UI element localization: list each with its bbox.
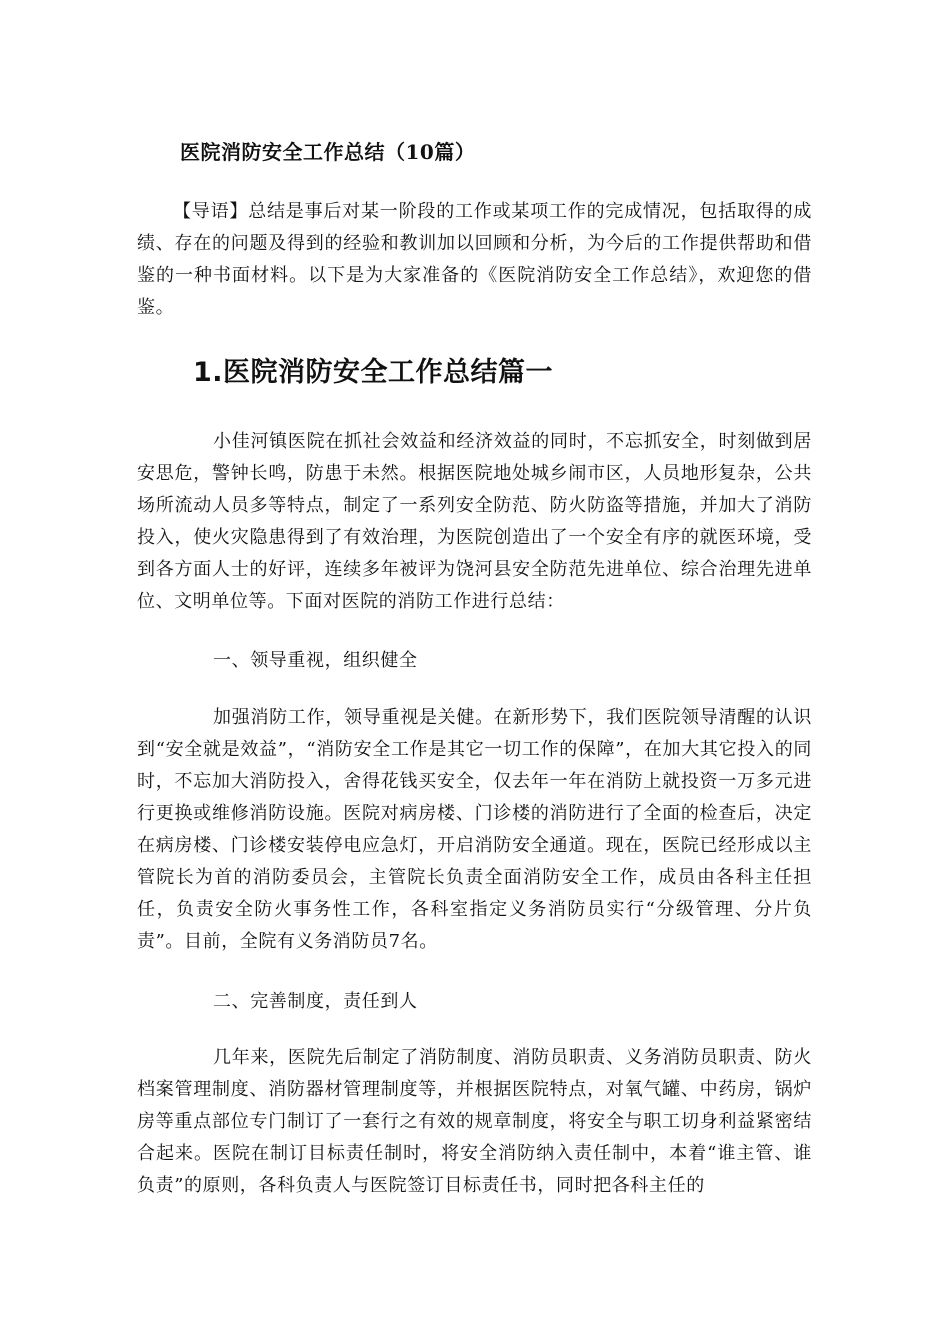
body-paragraph-1: 小佳河镇医院在抓社会效益和经济效益的同时，不忘抓安全，时刻做到居安思危，警钟长鸣，防患于未然。根据医院地处城乡闹市区，人员地形复杂，公共场所流动人员多等特点，制定了一系列安全防范、防火防盗等措施，并加大了消防投入，使火灾隐患得到了有效治理，为医院创造出了一个安全有序的就医环境，受到各方面人士的好评，连续多年被评为饶河县安全防范先进单位、综合治理先进单位、文明单位等。下面对医院的消防工作进行总结： [137,431,812,612]
document-title: 医院消防安全工作总结（10篇） [180,140,476,164]
subheading-2: 二、完善制度，责任到人 [213,991,418,1012]
subheading-1: 一、领导重视，组织健全 [213,650,418,671]
body-paragraph-2: 加强消防工作，领导重视是关健。在新形势下，我们医院领导清醒的认识到“安全就是效益”，“消防安全工作是其它一切工作的保障”，在加大其它投入的同时，不忘加大消防投入，舍得花钱买安全，仅去年一年在消防上就投资一万多元进行更换或维修消防设施。医院对病房楼、门诊楼的消防进行了全面的检查后，决定在病房楼、门诊楼安装停电应急灯，开启消防安全通道。现在，医院已经形成以主管院长为首的消防委员会，主管院长负责全面消防安全工作，成员由各科主任担任，负责安全防火事务性工作，各科室指定义务消防员实行“分级管理、分片负责”。目前，全院有义务消防员7名。 [137,707,812,952]
section-heading: 1.医院消防安全工作总结篇一 [193,357,554,388]
body-paragraph-3: 几年来，医院先后制定了消防制度、消防员职责、义务消防员职责、防火档案管理制度、消防器材管理制度等，并根据医院特点，对氧气罐、中药房，锅炉房等重点部位专门制订了一套行之有效的规章制度，将安全与职工切身利益紧密结合起来。医院在制订目标责任制时，将安全消防纳入责任制中，本着“谁主管、谁负责”的原则，各科负责人与医院签订目标责任书，同时把各科主任的 [137,1047,812,1196]
intro-paragraph: 【导语】总结是事后对某一阶段的工作或某项工作的完成情况，包括取得的成绩、存在的问题及得到的经验和教训加以回顾和分析，为今后的工作提供帮助和借鉴的一种书面材料。以下是为大家准备的《医院消防安全工作总结》，欢迎您的借鉴。 [137,201,812,318]
